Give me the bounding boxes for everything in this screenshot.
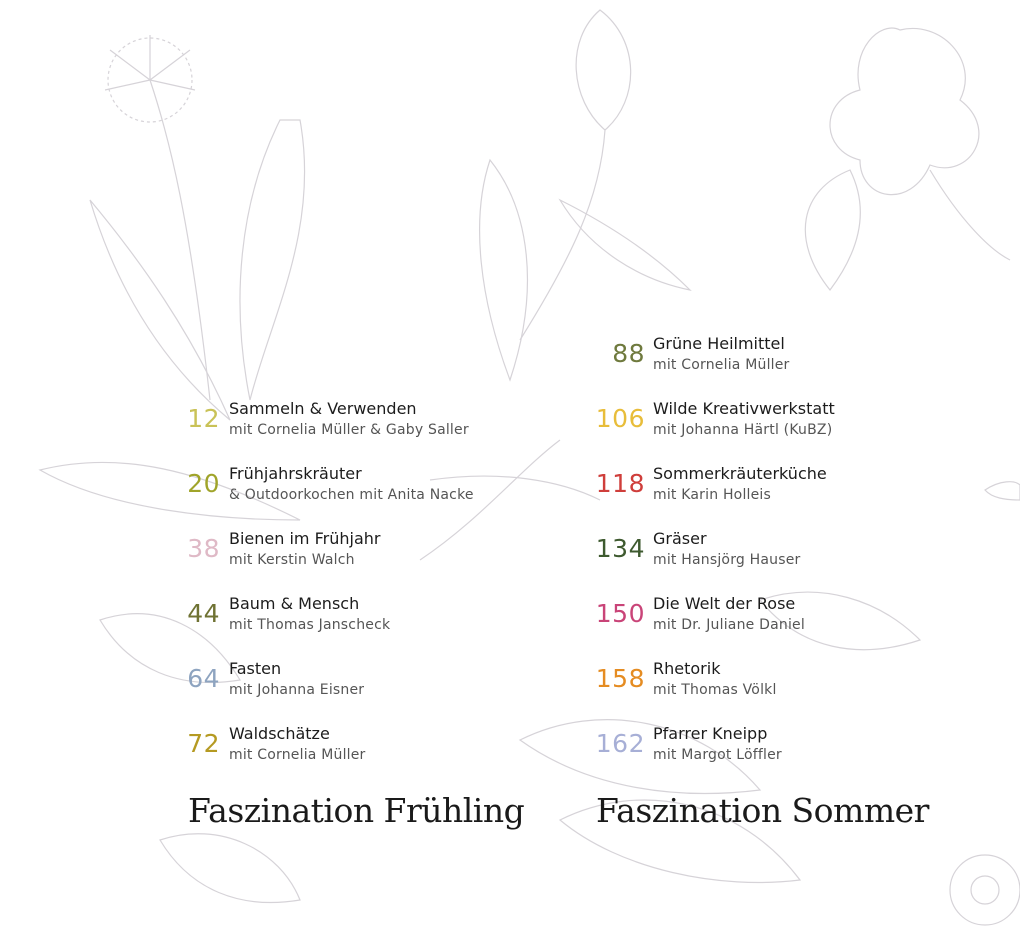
- entry-subtitle: mit Karin Holleis: [653, 487, 772, 503]
- page-number: 162: [595, 729, 645, 758]
- page-number: 38: [187, 534, 220, 563]
- entry-text: [653, 528, 801, 570]
- entry-text: [653, 658, 777, 700]
- entry-title: Waldschätze: [229, 724, 330, 743]
- entry-text: [653, 398, 835, 440]
- entry-subtitle: mit Dr. Juliane Daniel: [653, 617, 805, 633]
- entry-title: Baum & Mensch: [229, 594, 360, 613]
- toc-entry[interactable]: [150, 528, 490, 593]
- page-number: 150: [595, 599, 645, 628]
- entry-title: Pfarrer Kneipp: [653, 724, 768, 743]
- entry-subtitle: mit Kerstin Walch: [229, 552, 355, 568]
- plantain-icon: [576, 10, 631, 130]
- toc-entry[interactable]: [150, 593, 490, 658]
- entry-text: [229, 658, 364, 700]
- entry-subtitle: mit Margot Löffler: [653, 747, 782, 763]
- entry-text: [229, 593, 390, 635]
- toc-entry[interactable]: [150, 463, 490, 528]
- page-number: 64: [187, 664, 220, 693]
- entry-title: Sammeln & Verwenden: [229, 399, 417, 418]
- toc-entry[interactable]: [575, 723, 905, 788]
- entry-text: [653, 333, 790, 375]
- toc-entry[interactable]: [150, 723, 490, 788]
- entry-text: [653, 593, 805, 635]
- summer-list: [575, 333, 905, 788]
- entry-title: Frühjahrskräuter: [229, 464, 362, 483]
- toc-entry[interactable]: [575, 463, 905, 528]
- entry-subtitle: mit Hansjörg Hauser: [653, 552, 801, 568]
- entry-text: [229, 723, 366, 765]
- entry-title: Die Welt der Rose: [653, 594, 796, 613]
- page-number: 12: [187, 404, 220, 433]
- page-number: 20: [187, 469, 220, 498]
- page-number: 158: [595, 664, 645, 693]
- summer-heading: Faszination Sommer: [596, 791, 929, 830]
- entry-title: Sommerkräuterküche: [653, 464, 827, 483]
- entry-subtitle: mit Johanna Eisner: [229, 682, 365, 698]
- page-number: 88: [612, 339, 645, 368]
- toc-entry[interactable]: [150, 398, 490, 463]
- page-number: 118: [595, 469, 645, 498]
- entry-subtitle: mit Cornelia Müller & Gaby Saller: [229, 422, 469, 438]
- entry-title: Grüne Heilmittel: [653, 334, 785, 353]
- entry-text: [653, 463, 827, 505]
- entry-subtitle: mit Cornelia Müller: [229, 747, 366, 763]
- entry-text: [229, 463, 474, 505]
- page-number: 72: [187, 729, 220, 758]
- page-number: 44: [187, 599, 220, 628]
- entry-subtitle: & Outdoorkochen mit Anita Nacke: [229, 487, 474, 503]
- entry-subtitle: mit Johanna Härtl (KuBZ): [653, 422, 833, 438]
- entry-subtitle: mit Cornelia Müller: [653, 357, 790, 373]
- entry-text: [229, 398, 469, 440]
- entry-subtitle: mit Thomas Völkl: [653, 682, 777, 698]
- leaf-icon: [240, 120, 305, 400]
- flower-icon: [830, 28, 979, 195]
- toc-entry[interactable]: [575, 333, 905, 398]
- entry-text: [653, 723, 782, 765]
- daisy-icon: [950, 855, 1020, 925]
- entry-title: Wilde Kreativwerkstatt: [653, 399, 835, 418]
- toc-entry[interactable]: [575, 593, 905, 658]
- entry-title: Gräser: [653, 529, 707, 548]
- toc-entry[interactable]: [575, 398, 905, 463]
- entry-text: [229, 528, 380, 570]
- entry-title: Fasten: [229, 659, 282, 678]
- spring-heading: Faszination Frühling: [188, 791, 525, 830]
- dandelion-icon: [150, 80, 210, 400]
- page-number: 106: [595, 404, 645, 433]
- entry-subtitle: mit Thomas Janscheck: [229, 617, 391, 633]
- toc-entry[interactable]: [575, 658, 905, 723]
- toc-entry[interactable]: [575, 528, 905, 593]
- spring-list: [150, 398, 490, 788]
- toc-entry[interactable]: [150, 658, 490, 723]
- page-number: 134: [595, 534, 645, 563]
- entry-title: Bienen im Frühjahr: [229, 529, 381, 548]
- entry-title: Rhetorik: [653, 659, 721, 678]
